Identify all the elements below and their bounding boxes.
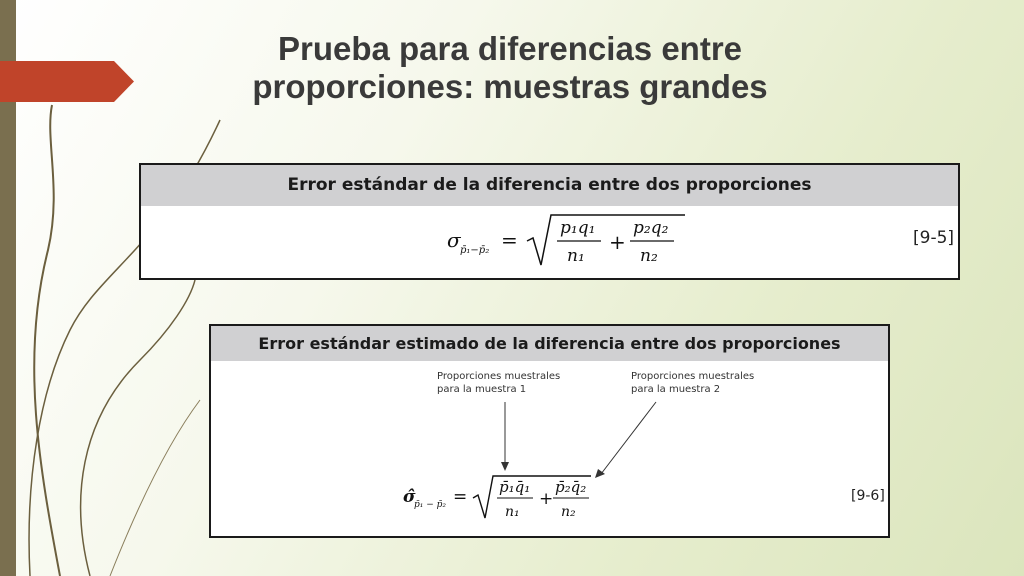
- svg-text:n₂: n₂: [561, 504, 576, 520]
- formula-9-5: [441, 209, 691, 275]
- svg-text:n₁: n₁: [505, 504, 520, 520]
- annotation-line: para la muestra 2: [631, 384, 721, 395]
- svg-text:p̄₁ − p̄₂: p̄₁ − p̄₂: [414, 500, 447, 510]
- annotation-line: Proporciones muestrales: [631, 371, 755, 382]
- svg-text:=: =: [501, 228, 518, 252]
- svg-text:σ: σ: [447, 228, 461, 252]
- formula-box-9-5: [139, 163, 960, 280]
- svg-text:σ̂: σ̂: [403, 487, 416, 507]
- svg-text:p̄₁q̄₁: p̄₁q̄₁: [499, 478, 531, 496]
- svg-text:+: +: [609, 230, 626, 254]
- formula-box-9-6: [209, 324, 890, 538]
- slide-title: [160, 30, 860, 106]
- svg-text:p₁q₁: p₁q₁: [560, 218, 596, 238]
- svg-text:=: =: [453, 487, 468, 507]
- svg-text:p₂q₂: p₂q₂: [633, 218, 669, 238]
- svg-text:p̄₂q̄₂: p̄₂q̄₂: [555, 478, 587, 496]
- formula-box-header: Error estándar estimado de la diferencia entre dos proporciones: [211, 326, 888, 361]
- annotation-line: para la muestra 1: [437, 384, 527, 395]
- svg-text:p̄₁−p̄₂: p̄₁−p̄₂: [460, 245, 490, 256]
- title-line-1: Prueba para diferencias entre: [277, 30, 743, 67]
- annotation-line: Proporciones muestrales: [437, 371, 561, 382]
- formula-9-6: [401, 472, 601, 528]
- title-line-2: proporciones: muestras grandes: [252, 68, 768, 105]
- accent-tab: [0, 61, 134, 102]
- svg-text:n₁: n₁: [567, 246, 585, 266]
- formula-box-header: Error estándar de la diferencia entre dos proporciones: [141, 165, 958, 206]
- equation-number: [9-5]: [913, 228, 955, 248]
- svg-text:+: +: [539, 489, 554, 509]
- svg-text:n₂: n₂: [640, 246, 658, 266]
- equation-number: [9-6]: [851, 488, 885, 504]
